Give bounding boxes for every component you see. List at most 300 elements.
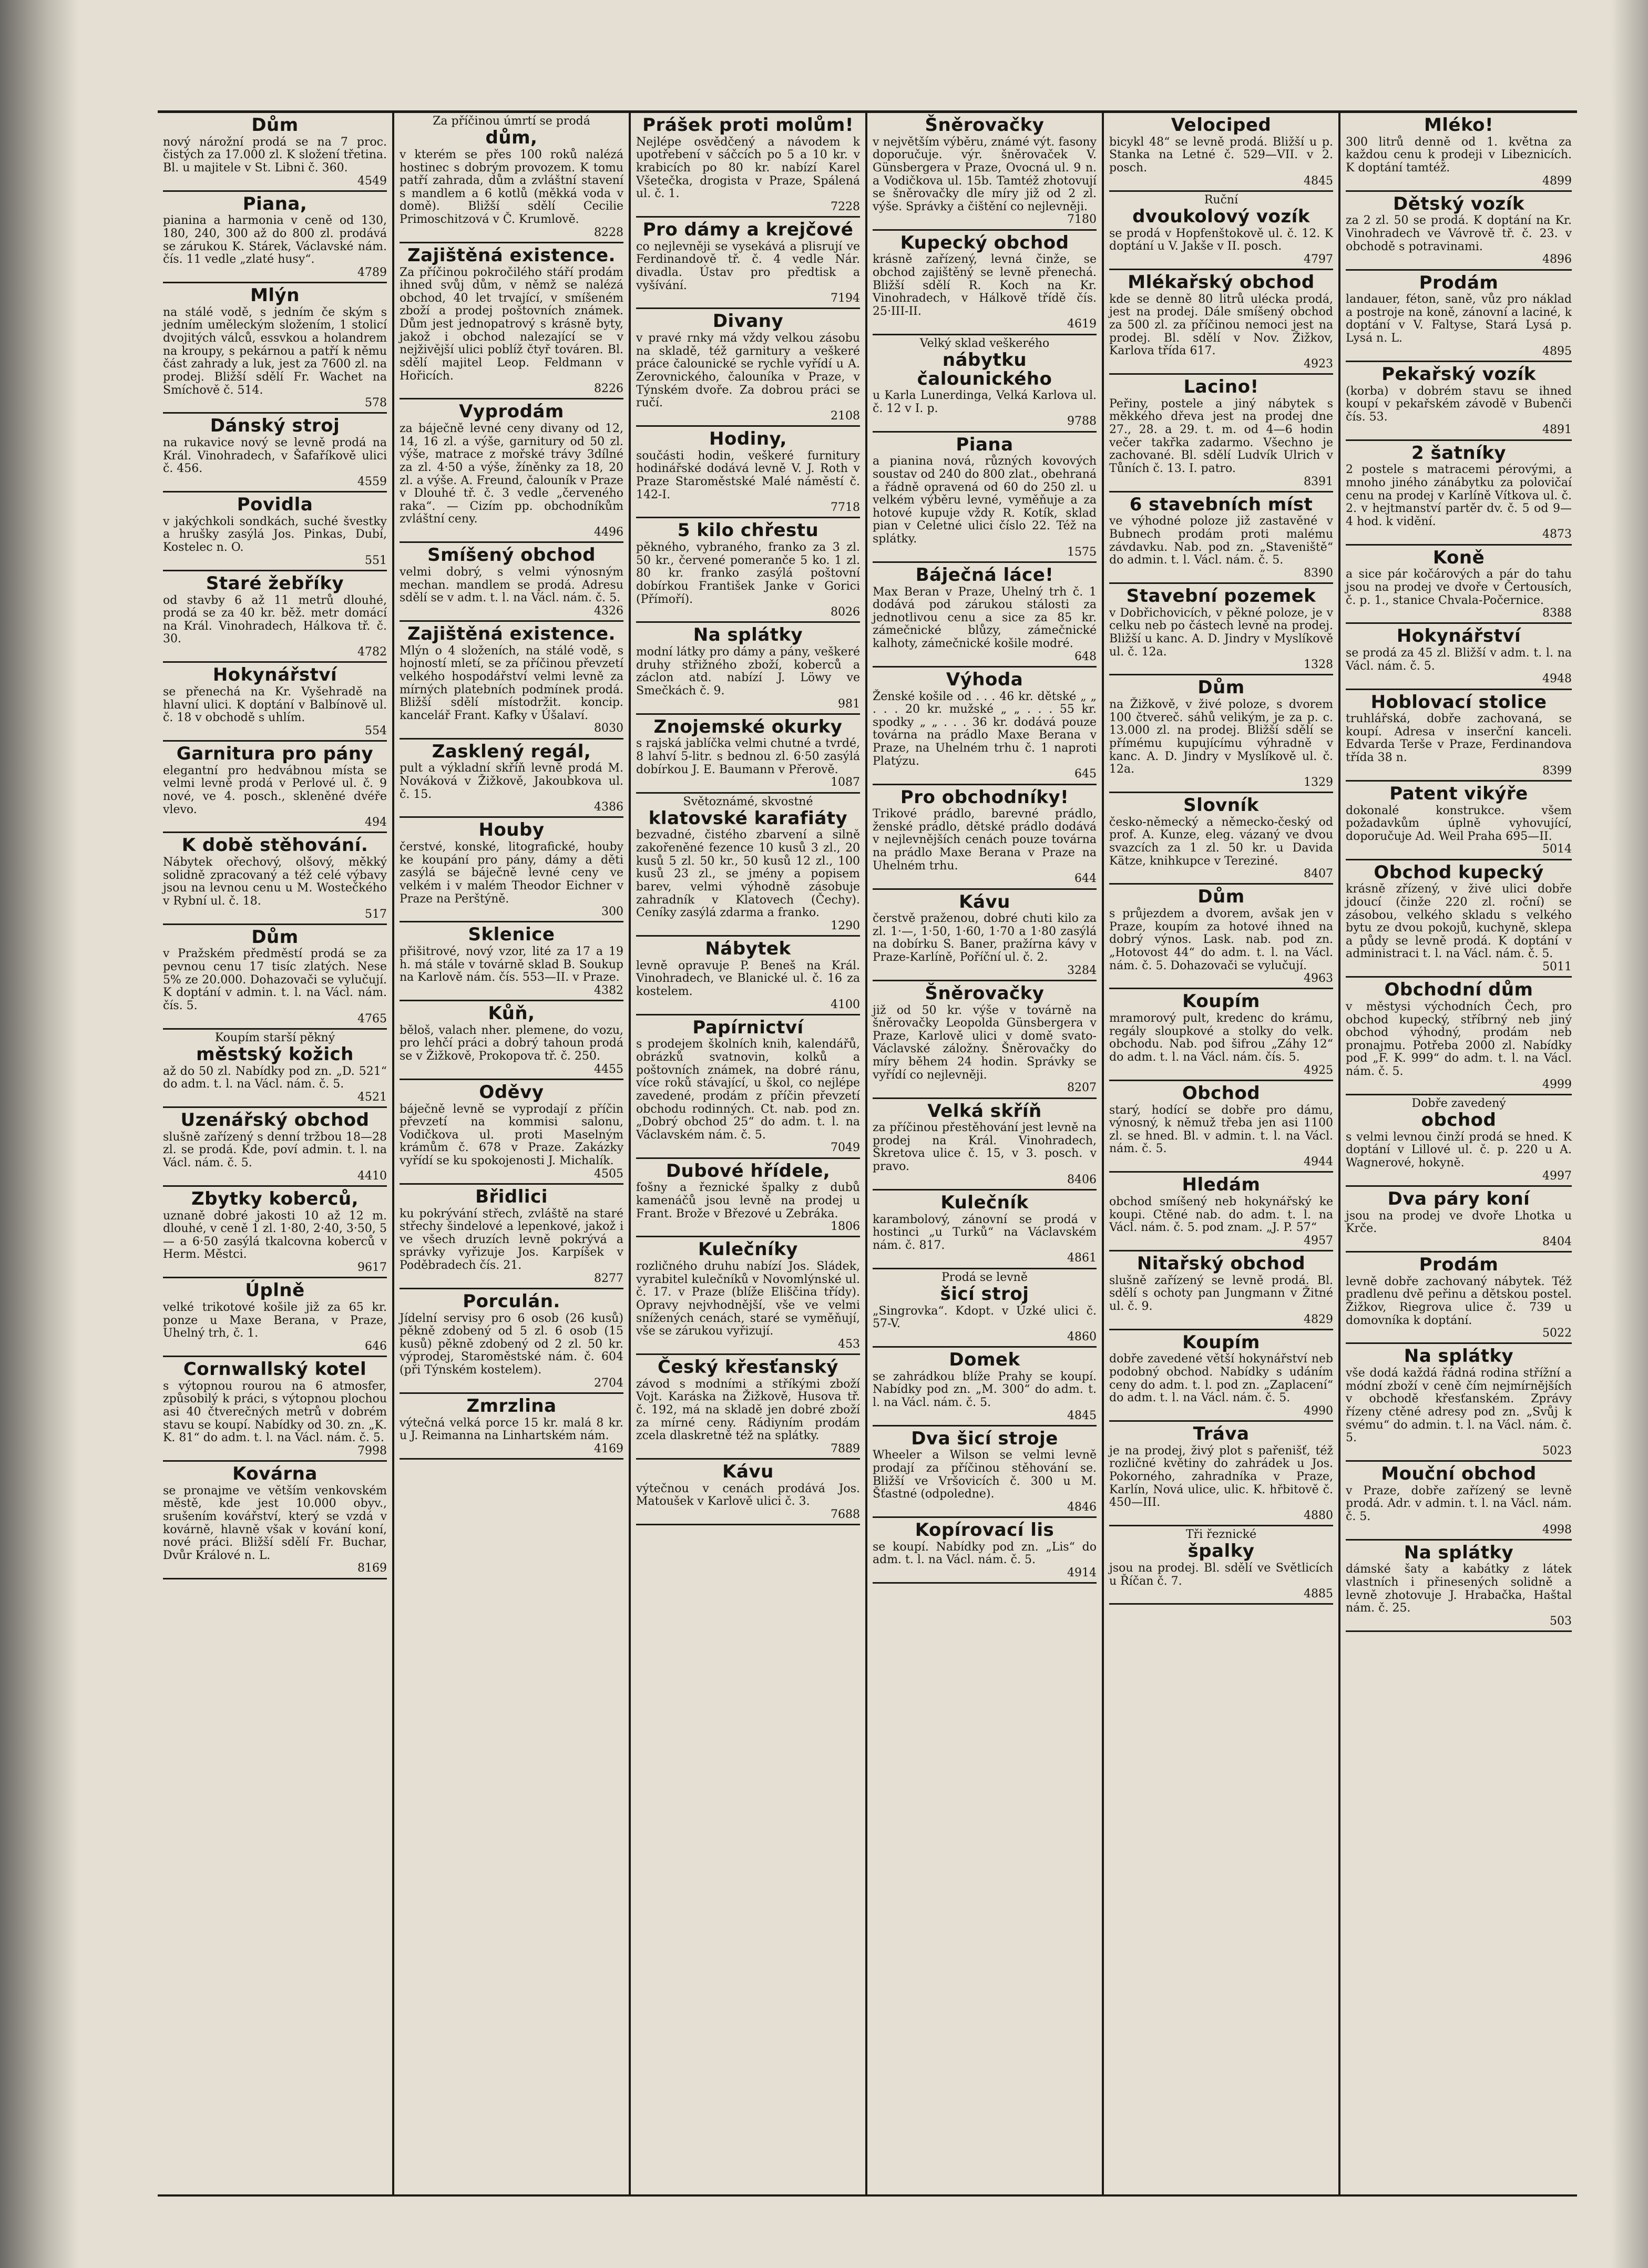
ad-body-text: Jídelní servisy pro 6 osob (26 kusů) pěkně zdobený od 5 zl. 6 osob (15 kusů) pěkně zdobený od 2 zl. 50 kr. výprodej, Staroměstské nám. č. 604 (při Týnském kostelem).: [400, 1311, 623, 1377]
ad-headline: Slovník: [1183, 795, 1259, 816]
ad-body-text: landauer, féton, saně, vůz pro náklad a postroje na koně, zánovní a laciné, k doptání v V. Faltyse, Stará Lysá p. Lysá n. L.: [1346, 293, 1572, 345]
classified-ad: [873, 1269, 1097, 1348]
ad-body-text: v kterém se přes 100 roků nalézá hostinec s dobrým provozem. K tomu patří zahrada, dům a zvláštní stavení s mandlem a 6 kotlů (měkká voda v domě). Bližší sdělí Cecilie Primoschitzová v Č. Krumlově.: [400, 148, 623, 226]
ad-body-text: v jakýchkoli sondkách, suché švestky a hrušky zasýlá Jos. Pinkas, Dubí, Kostelec n. O.: [163, 515, 387, 555]
ad-body: [163, 1485, 387, 1575]
classified-ad: [873, 113, 1097, 231]
ad-headline: Sklenice: [468, 924, 555, 946]
ad-body-text: Trikové prádlo, barevné prádlo, ženské prádlo, dětské prádlo dodává v nejlevnějších cenách pouze továrna na prádlo Maxe Berana v Praze na Uhelném trhu.: [873, 807, 1097, 873]
ad-body: [1346, 1485, 1572, 1536]
classified-ad: [873, 1518, 1097, 1584]
ad-headline: Kávu: [722, 1461, 774, 1482]
ad-headline: špalky: [1188, 1541, 1255, 1562]
classified-ad: [1346, 113, 1572, 192]
classified-ad: [1346, 1541, 1572, 1632]
ad-body: [400, 149, 623, 239]
ad-headline: Koně: [1432, 547, 1485, 568]
ad-number: 7889: [831, 1442, 860, 1455]
ad-body: [400, 1024, 623, 1076]
ad-body: [1346, 1131, 1572, 1183]
ad-body-text: na Žižkově, v živé poloze, s dvorem 100 čtvereč. sáhů velikým, je za p. c. 13.000 zl. na prodej. Bližší sdělí se přímému kupujícímu výhradně v kanc. A. D. Jindry v Myslíkově ul. č. 12a.: [1109, 698, 1333, 776]
ad-body: [1109, 1275, 1333, 1326]
ad-body-text: dokonalé konstrukce. všem požadavkům úplně vyhovující, doporučuje Ad. Weil Praha 695—II.: [1346, 804, 1572, 843]
classified-ad: [873, 981, 1097, 1099]
ad-number: 554: [365, 724, 387, 737]
ad-headline: klatovské karafiáty: [648, 807, 848, 829]
ad-body-text: bicykl 48“ se levně prodá. Bližší u p. Stanka na Letné č. 529—VII. v 2. posch.: [1109, 135, 1333, 175]
ad-number: 5014: [1542, 843, 1572, 856]
ad-body-text: Nábytek ořechový, olšový, měkký solidně zpracovaný a též celé výbavy jsou na levnou cenu u M. Wostečkého v Rybní ul. č. 18.: [163, 856, 387, 908]
ad-headline: Pro obchodníky!: [900, 786, 1069, 808]
ad-body-text: přišitrové, nový vzor, lité za 17 a 19 h. má stále v továrně sklad B. Soukup na Karlově nám. čís. 553—II. v Praze.: [400, 945, 623, 984]
classified-ad: [1346, 782, 1572, 860]
classified-ad: [873, 563, 1097, 668]
ad-number: 4410: [357, 1169, 387, 1183]
classified-ad: [636, 794, 860, 937]
ad-body: [400, 762, 623, 814]
ad-column: [158, 113, 394, 2194]
ad-body-text: dámské šaty a kabátky z látek vlastních i přinesených solidně a levně zhotovuje J. Hrabačka, Haštal nám. č. 25.: [1346, 1563, 1572, 1615]
ad-number: 517: [365, 907, 387, 921]
ad-headline: K době stěhování.: [181, 835, 369, 856]
ad-number: 7180: [1067, 213, 1097, 227]
ad-body: [636, 136, 860, 213]
ad-headline: Zmrzlina: [466, 1395, 557, 1417]
ad-body: [163, 948, 387, 1025]
classified-ad: [873, 231, 1097, 335]
ad-body-text: bezvadné, čistého zbarvení a silně zakořeněné fezence 10 kusů 3 zl., 20 kusů 5 zl. 50 kr., 50 kusů 12 zl., 100 kusů 23 zl., se jmény a popisem barev, velmi výhodně zásobuje zahradník v Klatovech (Čechy). Ceníky zasýlá zdarma a franko.: [636, 828, 860, 920]
ad-number: 8026: [831, 606, 860, 619]
ad-body-text: 2 postele s matracemi pérovými, a mnoho jiného zánábytku za polovičaí cenu na prodej v Karlíně Vítkova ul. č. 2. v hejtmanství partěr dv. č. 5 od 9—4 hod. k vidění.: [1346, 463, 1572, 528]
ad-body-text: Za příčinou pokročilého stáří prodám ihned svůj dům, v němž se nalézá obchod, 40 let trvající, v smíšeném zboží a prodej poštovních známek. Dům jest jednopatrový s krásně byty, jakož i obchod nalezající se v nejživější ulici poblíž čtyř továren. Bl. sdělí majitel Leop. Feldmann v Hořicích.: [400, 265, 623, 383]
classified-ad: [636, 1237, 860, 1355]
ad-body: [400, 645, 623, 735]
ad-body-text: se koupí. Nabídky pod zn. „Lis“ do adm. t. l. na Václ. nám. č. 5.: [873, 1540, 1097, 1567]
ad-body-text: s rajská jablíčka velmi chutné a tvrdé, 8 lahví 5-litr. s bednou zl. 6·50 zasýlá dobírkou J. E. Baumann v Přerově.: [636, 737, 860, 776]
classified-ad: [163, 663, 387, 742]
ad-headline: Na splátky: [1404, 1542, 1514, 1563]
ad-body-text: obchod smíšený neb hokynářský ke koupi. Ctěné nab. do adm. t. l. na Václ. nám. č. 5. pod znam. „J. P. 57“: [1109, 1195, 1333, 1235]
ad-body-text: s výtopnou rourou na 6 atmosfer, způsobilý k práci, s výtopnou plochou asi 40 čtverečných metrů v dobrém stavu se koupí. Nabídky od 30. zn. „K. K. 81“ do adm. t. l. na Václ. nám. č. 5.: [163, 1379, 387, 1445]
ad-body-text: ve výhodné poloze již zastavěné v Bubnech prodám proti malému závdavku. Nab. pod zn. „Staveniště“ do admin. t. l. Václ. nám. č. 5.: [1109, 515, 1333, 567]
ad-body-text: v Pražském předměstí prodá se za pevnou cenu 17 tisíc zlatých. Nese 5% ze 20.000. Dohazovači se vylučují. K doptání v admin. t. l. na Václ. nám. čís. 5.: [163, 947, 387, 1012]
ad-headline: Stavební pozemek: [1126, 586, 1316, 607]
classified-ad: [1346, 1095, 1572, 1187]
classified-ad: [1346, 192, 1572, 271]
ad-headline: Hodiny,: [709, 428, 787, 449]
ad-number: 7998: [357, 1444, 387, 1458]
ad-headline: Piana: [956, 434, 1014, 455]
classified-ad: [163, 192, 387, 283]
ad-body: [1346, 647, 1572, 685]
ad-headline: Prodám: [1419, 1254, 1499, 1275]
ad-headline: Hokynářství: [212, 664, 337, 686]
ad-headline: Zasklený regál,: [432, 741, 591, 762]
ad-body: [636, 541, 860, 619]
classified-ad: [1109, 1251, 1333, 1330]
classified-ad: [1109, 584, 1333, 675]
ad-headline: Úplně: [245, 1280, 305, 1301]
classified-ad: [400, 622, 623, 740]
ad-headline: Obchodní dům: [1384, 979, 1533, 1001]
classified-ad: [636, 1015, 860, 1159]
ad-number: 7228: [831, 200, 860, 213]
ad-headline: Patent vikýře: [1389, 783, 1528, 804]
ad-number: 503: [1550, 1614, 1572, 1628]
ad-number: 8277: [594, 1271, 623, 1285]
classified-ad: [1109, 1173, 1333, 1251]
ad-body-text: na rukavice nový se levně prodá na Král. Vinohradech, v Šafaříkově ulici č. 456.: [163, 436, 387, 476]
classified-ad: [400, 1001, 623, 1080]
classified-ad: [163, 1278, 387, 1357]
ad-body: [873, 1541, 1097, 1579]
ad-body: [1109, 515, 1333, 580]
ad-kicker: Velký sklad veškerého: [919, 336, 1050, 350]
classified-ad: [163, 414, 387, 492]
ad-body: [1109, 816, 1333, 881]
ad-body-text: výtečná velká porce 15 kr. malá 8 kr. u J. Reimanna na Linhartském nám.: [400, 1416, 623, 1443]
ad-body-text: Max Beran v Praze, Uhelný trh č. 1 dodává pod zárukou stálosti za jednotlivou cenu a sice za 85 kr. zámečnické blůzy, zámečnické kalhoty, zámečnické košile modré.: [873, 585, 1097, 651]
ad-headline: Divany: [712, 311, 784, 332]
ad-body: [873, 1214, 1097, 1265]
ad-body: [163, 1301, 387, 1353]
ad-body-text: se pronajme ve větším venkovském městě, kde jest 10.000 obyv., srušením kovářství, který se vzdá v kovárně, hlavně však v kování koní, nové práci. Bližší sdělí Fr. Buchar, Dvůr Králové n. L.: [163, 1484, 387, 1562]
ad-body: [873, 1122, 1097, 1186]
ad-number: 1290: [831, 919, 860, 932]
ad-body: [163, 765, 387, 829]
ad-body-text: se zahrádkou blíže Prahy se koupí. Nabídky pod zn. „M. 300“ do adm. t. l. na Václ. nám. č. 5.: [873, 1370, 1097, 1409]
ad-number: 4782: [357, 645, 387, 659]
classified-ad: [163, 1187, 387, 1278]
classified-ad: [636, 1460, 860, 1525]
ad-headline: 6 stavebních míst: [1129, 494, 1313, 515]
ad-headline: Obchod kupecký: [1374, 861, 1544, 883]
ad-body-text: truhlářská, dobře zachovaná, se koupí. Adresa v inserční kanceli. Edvarda Terše v Praze, Ferdinandova třída 38 n.: [1346, 712, 1572, 765]
ad-body-text: levně dobře zachovaný nábytek. Též pradlenu dvě peřinu a dětskou postel. Žižkov, Riegrova ulice č. 739 u domovníka k doptání.: [1346, 1275, 1572, 1327]
ad-body-text: dobře zavedené větší hokynářství neb podobný obchod. Nabídky s udáním ceny do adm. t. l. pod zn. „Zaplacení“ do adm. t. l. na Václ. nám. č. 5.: [1109, 1352, 1333, 1405]
ad-number: 8391: [1304, 475, 1333, 488]
ad-headline: Velociped: [1171, 115, 1272, 136]
ad-body-text: jsou na prodej. Bl. sdělí ve Světlicích u Říčan č. 7.: [1109, 1561, 1333, 1588]
ad-number: 4829: [1304, 1312, 1333, 1326]
ad-body-text: Mlýn o 4 složeních, na stálé vodě, s hojností mletí, se za příčinou převzetí velkého hospodářství velmi levně za mírných platebních podmínek prodá. Bližší sdělí místodržit. koncip. kancelář Frant. Kafky v Úšalaví.: [400, 644, 623, 722]
ad-number: 4997: [1542, 1169, 1572, 1183]
ad-body-text: s průjezdem a dvorem, avšak jen v Praze, koupím za hotové ihned na dobrý výnos. Lask. nab. pod zn. „Hotovost 44“ do adm. t. l. na Václ. nám. č. 5. Dohazovači se vylučují.: [1109, 907, 1333, 972]
ad-body: [873, 136, 1097, 227]
classified-ad: [1109, 989, 1333, 1081]
ad-headline: Zbytky koberců,: [191, 1188, 359, 1209]
ad-headline: dvoukolový vozík: [1132, 206, 1310, 227]
classified-ad: [1346, 441, 1572, 546]
ad-number: 5022: [1542, 1327, 1572, 1340]
ad-body-text: s velmi levnou činží prodá se hned. K doptání v Lillové ul. č. p. 220 u A. Wagnerové, hokyně.: [1346, 1130, 1572, 1169]
ad-body: [873, 691, 1097, 781]
ad-kicker: Světoznámé, skvostné: [683, 795, 813, 808]
ad-number: 4999: [1542, 1077, 1572, 1091]
ad-number: 551: [365, 553, 387, 567]
ad-headline: Šněrovačky: [925, 115, 1045, 136]
ad-body-text: báječně levně se vyprodají z příčin převzetí na kommisi salonu, Vodičkova ul. proti Maselným krámům č. 678 v Praze. Zakázky vyřídí se ku spokojenosti J. Michalík.: [400, 1102, 623, 1167]
ad-body: [163, 1065, 387, 1104]
ad-number: 9788: [1067, 415, 1097, 428]
ad-headline: Dům: [1197, 677, 1245, 699]
ad-body: [1346, 805, 1572, 856]
ad-body-text: za 2 zl. 50 se prodá. K doptání na Kr. Vinohradech ve Vávrově tř. č. 23. v obchodě s potravinami.: [1346, 214, 1572, 253]
ad-number: 4998: [1542, 1523, 1572, 1536]
ad-body: [163, 214, 387, 279]
ad-body: [636, 1182, 860, 1233]
ad-headline: Povidla: [237, 494, 313, 516]
ad-column: [631, 113, 867, 2194]
ad-body-text: velké trikotové košile již za 65 kr. ponze u Maxe Berana, v Praze, Uhelný trh, č. 1.: [163, 1300, 387, 1340]
classified-ad: [163, 1357, 387, 1462]
ad-body-text: levně opravuje P. Beneš na Král. Vinohradech, ve Blanické ul. č. 16 za kostelem.: [636, 959, 860, 998]
ad-body-text: slušně zařízený se levně prodá. Bl. sdělí s ochoty pan Jungmann v Žitné ul. č. 9.: [1109, 1274, 1333, 1313]
ad-number: 5023: [1542, 1444, 1572, 1458]
ad-body: [163, 516, 387, 567]
ad-number: 1328: [1304, 658, 1333, 672]
ad-body: [636, 450, 860, 515]
ad-headline: Dům: [1197, 886, 1245, 908]
ad-number: 300: [601, 905, 623, 919]
ad-body: [163, 594, 387, 659]
ad-body: [1109, 1445, 1333, 1522]
ad-body: [1346, 568, 1572, 620]
ad-body: [1346, 464, 1572, 541]
ad-kicker: Prodá se levně: [941, 1270, 1028, 1284]
classified-ad: [400, 543, 623, 622]
ad-body: [163, 1131, 387, 1183]
ad-body: [400, 566, 623, 618]
ad-number: 4496: [594, 526, 623, 539]
ad-headline: Znojemské okurky: [653, 716, 843, 737]
ad-number: 4861: [1067, 1251, 1097, 1265]
ad-number: 4957: [1304, 1234, 1333, 1247]
ad-body-text: ku pokrývání střech, zvláště na staré střechy šindelové a lepenkové, jakož i ve všech druzích levně pokrývá a správky vyřizuje Jos. Karpíšek v Poděbradech čís. 21.: [400, 1207, 623, 1272]
ad-body-text: pianina a harmonia v ceně od 130, 180, 240, 300 až do 800 zl. prodává se zárukou K. Stárek, Václavské nám. čís. 11 vedle „zlaté husy“.: [163, 214, 387, 266]
ad-body: [873, 1004, 1097, 1095]
ad-body: [873, 586, 1097, 663]
ad-number: 4944: [1304, 1155, 1333, 1168]
classified-ad: [163, 113, 387, 192]
classified-ad: [163, 492, 387, 571]
ad-kicker: Za příčinou úmrtí se prodá: [433, 115, 590, 128]
classified-ad: [400, 113, 623, 243]
ad-kicker: Ruční: [1204, 193, 1238, 207]
classified-ad: [873, 1191, 1097, 1269]
ad-number: 4100: [831, 998, 860, 1011]
ad-body: [873, 455, 1097, 559]
ad-headline: Cornwallský kotel: [183, 1358, 367, 1380]
classified-ad: [873, 785, 1097, 890]
ad-headline: Kulečník: [940, 1192, 1029, 1213]
ad-headline: nábytku čalounického: [917, 349, 1052, 389]
ad-body: [1346, 713, 1572, 777]
ad-body-text: nový nárožní prodá se na 7 proc. čistých za 17.000 zl. K složení třetina. Bl. u majitele v St. Libni č. 360.: [163, 135, 387, 175]
ad-headline: Hoblovací stolice: [1370, 691, 1547, 713]
ad-number: 4169: [594, 1442, 623, 1455]
classified-ad: [636, 623, 860, 714]
classified-ad: [1109, 885, 1333, 989]
ad-body: [400, 423, 623, 539]
ad-number: 453: [838, 1337, 860, 1351]
ad-body-text: závod s modními a stříkými zboží Vojt. Karáska na Žižkově, Husova tř. č. 192, má na skladě jen dobré zboží za mírné ceny. Rádiyním prodám zcela dlaskretně též na splátky.: [636, 1377, 860, 1443]
ad-headline: Na splátky: [693, 624, 803, 646]
ad-number: 645: [1074, 767, 1097, 781]
ad-body-text: v největším výběru, známé výt. fasony doporučuje. výr. šněrovaček V. Günsbergera v Praze, Ovocná ul. 9 n. a Vodičkova ul. 15b. Tamtéž zhotovují se šněrovačky dle míry již od 2 zl. výše. Správky a čištění co nejlevněji.: [873, 135, 1097, 213]
classified-ad: [636, 715, 860, 794]
ad-body: [636, 960, 860, 1011]
classified-ad: [163, 833, 387, 925]
classified-ad: [163, 1030, 387, 1108]
ad-body-text: velmi dobrý, s velmi výnosným mechan. mandlem se prodá. Adresu sdělí se v adm. t. l. na Václ. nám. č. 5.: [400, 565, 623, 605]
ad-number: 1329: [1304, 775, 1333, 789]
ad-body-text: pult a výkladní skříň levně prodá M. Nováková v Žižkově, Jakoubkova ul. č. 15.: [400, 762, 623, 801]
ad-number: 4896: [1542, 253, 1572, 266]
ad-headline: Prášek proti molům!: [642, 115, 854, 136]
ad-body: [873, 253, 1097, 331]
ad-headline: 2 šatníky: [1411, 442, 1507, 464]
ad-body-text: pěkného, vybraného, franko za 3 zl. 50 kr., červené pomeranče 5 ko. 1 zl. 80 kr. franko zasýlá poštovní dobírkou František Janke v Gorici (Přímoří).: [636, 541, 860, 606]
ad-number: 4923: [1304, 357, 1333, 371]
classified-ad: [636, 1159, 860, 1238]
ad-number: 4873: [1542, 528, 1572, 541]
ad-number: 4789: [357, 265, 387, 279]
ad-body: [636, 737, 860, 789]
ad-number: 4948: [1542, 672, 1572, 686]
ad-body: [1346, 1563, 1572, 1628]
classified-ad: [873, 1427, 1097, 1518]
ad-number: 4891: [1542, 423, 1572, 437]
ad-number: 4846: [1067, 1500, 1097, 1514]
ad-kicker: Dobře zavedený: [1411, 1096, 1506, 1110]
ad-headline: Kůň,: [488, 1003, 535, 1024]
classified-ad: [1109, 192, 1333, 270]
ad-number: 8390: [1304, 566, 1333, 580]
ad-body-text: uznaně dobré jakosti 10 až 12 m. dlouhé, v ceně 1 zl. 1·80, 2·40, 3·50, 5— a 6·50 zasýlá tkalcovna koberců v Herm. Městci.: [163, 1209, 387, 1261]
classified-ad: [636, 218, 860, 309]
ad-body: [636, 1038, 860, 1154]
classified-ad: [873, 890, 1097, 981]
ad-body-text: až do 50 zl. Nabídky pod zn. „D. 521“ do adm. t. l. na Václ. nám. č. 5.: [163, 1064, 387, 1091]
classified-ad: [1109, 1422, 1333, 1526]
ad-body-text: již od 50 kr. výše v továrně na šněrovačky Leopolda Günsbergera v Praze, Karlově ulici v domě svato-Václavské záložny. Šněrovačky do míry během 24 hodin. Správky se vyřídí co nejlevněji.: [873, 1003, 1097, 1082]
ad-body: [400, 266, 623, 396]
ad-body-text: Ženské košile od . . . 46 kr. dětské „ „ . . . 20 kr. mužské „ „ . . . 55 kr. spodky „ „ . . . 36 kr. dodává pouze továrna na prádlo Maxe Berana v Praze, na Uhelném trhu č. 1 naproti Platýzu.: [873, 690, 1097, 768]
ad-number: 1575: [1067, 545, 1097, 559]
ad-body: [873, 808, 1097, 885]
ad-body: [873, 1449, 1097, 1514]
ad-headline: Kopírovací lis: [915, 1520, 1055, 1541]
ad-body-text: se prodá v Hopfenštokově ul. č. 12. K doptání u V. Jakše v II. posch.: [1109, 227, 1333, 253]
ad-headline: Dům: [251, 115, 299, 136]
ad-body: [1109, 607, 1333, 672]
ad-number: 2704: [594, 1376, 623, 1390]
ad-body: [1109, 1012, 1333, 1077]
ad-body-text: (korba) v dobrém stavu se ihned koupí v pekařském závodě v Bubenči čís. 53.: [1346, 384, 1572, 424]
ad-headline: Dětský vozík: [1393, 193, 1524, 214]
ad-headline: Mlýn: [250, 285, 300, 306]
ad-number: 4382: [594, 983, 623, 997]
classified-ad: [636, 518, 860, 623]
ad-headline: Mléko!: [1424, 115, 1494, 136]
ad-number: 4899: [1542, 174, 1572, 188]
ad-number: 8388: [1542, 607, 1572, 620]
classified-ad: [163, 571, 387, 663]
ad-body: [636, 1378, 860, 1455]
ad-column: [1104, 113, 1340, 2194]
ad-headline: Mlékařský obchod: [1128, 272, 1315, 293]
ad-body-text: v městysi východních Čech, pro obchod kupecký, stříbrný neb jiný obchod výhodný, prodám neb pronajmu. Potřeba 2000 zl. Nabídky pod „F. K. 999“ do adm. t. l. na Václ. nám. č. 5.: [1346, 1000, 1572, 1079]
ad-number: 646: [365, 1339, 387, 1353]
ad-body-text: krásně zřízený, v živé ulici dobře jdoucí (činže 220 zl. roční) se zásobou, velkého skladu s velkého bytu ze dvou pokojů, kuchyně, sklepa a půdy se levně prodá. K doptání v administraci t. l. na Václ. nám. č. 5.: [1346, 882, 1572, 961]
ad-body-text: kde se denně 80 litrů ulécka prodá, jest na prodej. Dále smíšený obchod za 500 zl. za příčinou nemoci jest na prodej. Bl. sdělí v Nov. Žižkov, Karlova třída 617.: [1109, 292, 1333, 358]
classified-ad: [163, 1108, 387, 1187]
ad-headline: Kávu: [959, 891, 1010, 912]
ad-headline: Šněrovačky: [925, 982, 1045, 1004]
ad-number: 4845: [1067, 1409, 1097, 1422]
ad-body: [1346, 1001, 1572, 1091]
ad-body-text: od stavby 6 až 11 metrů dlouhé, prodá se za 40 kr. běž. metr domácí na Král. Vinohradech, Hálkova tř. č. 30.: [163, 593, 387, 646]
ad-body-text: Wheeler a Wilson se velmi levně prodají za příčinou stěhování se. Bližší ve Vršovicích č. 300 u M. Šťastné (odpoledne).: [873, 1449, 1097, 1501]
ad-number: 7194: [831, 292, 860, 305]
ad-body: [400, 1208, 623, 1285]
ad-headline: Koupím: [1182, 991, 1260, 1012]
ad-body: [1109, 398, 1333, 488]
ad-body: [1346, 385, 1572, 437]
ad-number: 2108: [831, 409, 860, 423]
ad-body: [1346, 214, 1572, 266]
ad-headline: Zajištěná existence.: [407, 623, 616, 644]
ad-headline: Dánský stroj: [210, 415, 340, 437]
ad-headline: Výhoda: [946, 669, 1023, 690]
ad-body: [636, 1260, 860, 1351]
classified-ad: [636, 1355, 860, 1460]
classified-ad: [636, 309, 860, 427]
ad-headline: Oděvy: [479, 1081, 544, 1103]
ad-body: [163, 437, 387, 488]
classified-ad: [1346, 362, 1572, 441]
ad-body: [873, 389, 1097, 428]
ad-number: 4880: [1304, 1508, 1333, 1522]
ad-number: 4963: [1304, 972, 1333, 986]
ad-body-text: v Dobřichovicích, v pěkné poloze, je v celku neb po částech levně na prodej. Bližší u kanc. A. D. Jindry v Myslíkově ul. č. 12a.: [1109, 606, 1333, 659]
ad-body: [873, 1371, 1097, 1422]
ad-body-text: elegantní pro hedvábnou místa se velmi levně prodá v Perlové ul. č. 9 nové, ve 4. posch., skleněné dvéře vlevo.: [163, 764, 387, 816]
ad-headline: Kovárna: [232, 1463, 318, 1484]
ad-body-text: v pravé rnky má vždy velkou zásobu na skladě, též garnitury a veškeré práce čalounické se rychle vyřídí u A. Zerovnického, čalouníka v Praze, v Týnském dvoře. Za dobrou práci se ručí.: [636, 332, 860, 410]
ad-body: [1109, 699, 1333, 789]
ad-body-text: co nejlevněji se vysekává a plisrují ve Ferdinandově tř. č. 4 vedle Nár. divadla. Ústav pro předtisk a vyšívání.: [636, 240, 860, 292]
ad-number: 7688: [831, 1507, 860, 1521]
ad-body: [1346, 883, 1572, 973]
ad-headline: Hledám: [1182, 1174, 1261, 1196]
ad-kicker: Koupím starší pěkný: [214, 1031, 335, 1044]
ad-headline: Uzenářský obchod: [180, 1110, 370, 1131]
ad-headline: Nábytek: [705, 938, 791, 959]
ad-body-text: výtečnou v cenách prodává Jos. Matoušek v Karlově ulici č. 3.: [636, 1482, 860, 1508]
ad-number: 4549: [357, 174, 387, 188]
ad-number: 8406: [1067, 1173, 1097, 1186]
ad-number: 7718: [831, 501, 860, 515]
classified-ad: [873, 668, 1097, 785]
classified-columns: [158, 110, 1577, 2197]
ad-headline: Koupím: [1182, 1331, 1260, 1353]
classified-ad: [873, 433, 1097, 563]
ad-headline: Hokynářství: [1396, 625, 1521, 647]
ad-body: [400, 1312, 623, 1390]
classified-ad: [1346, 690, 1572, 782]
